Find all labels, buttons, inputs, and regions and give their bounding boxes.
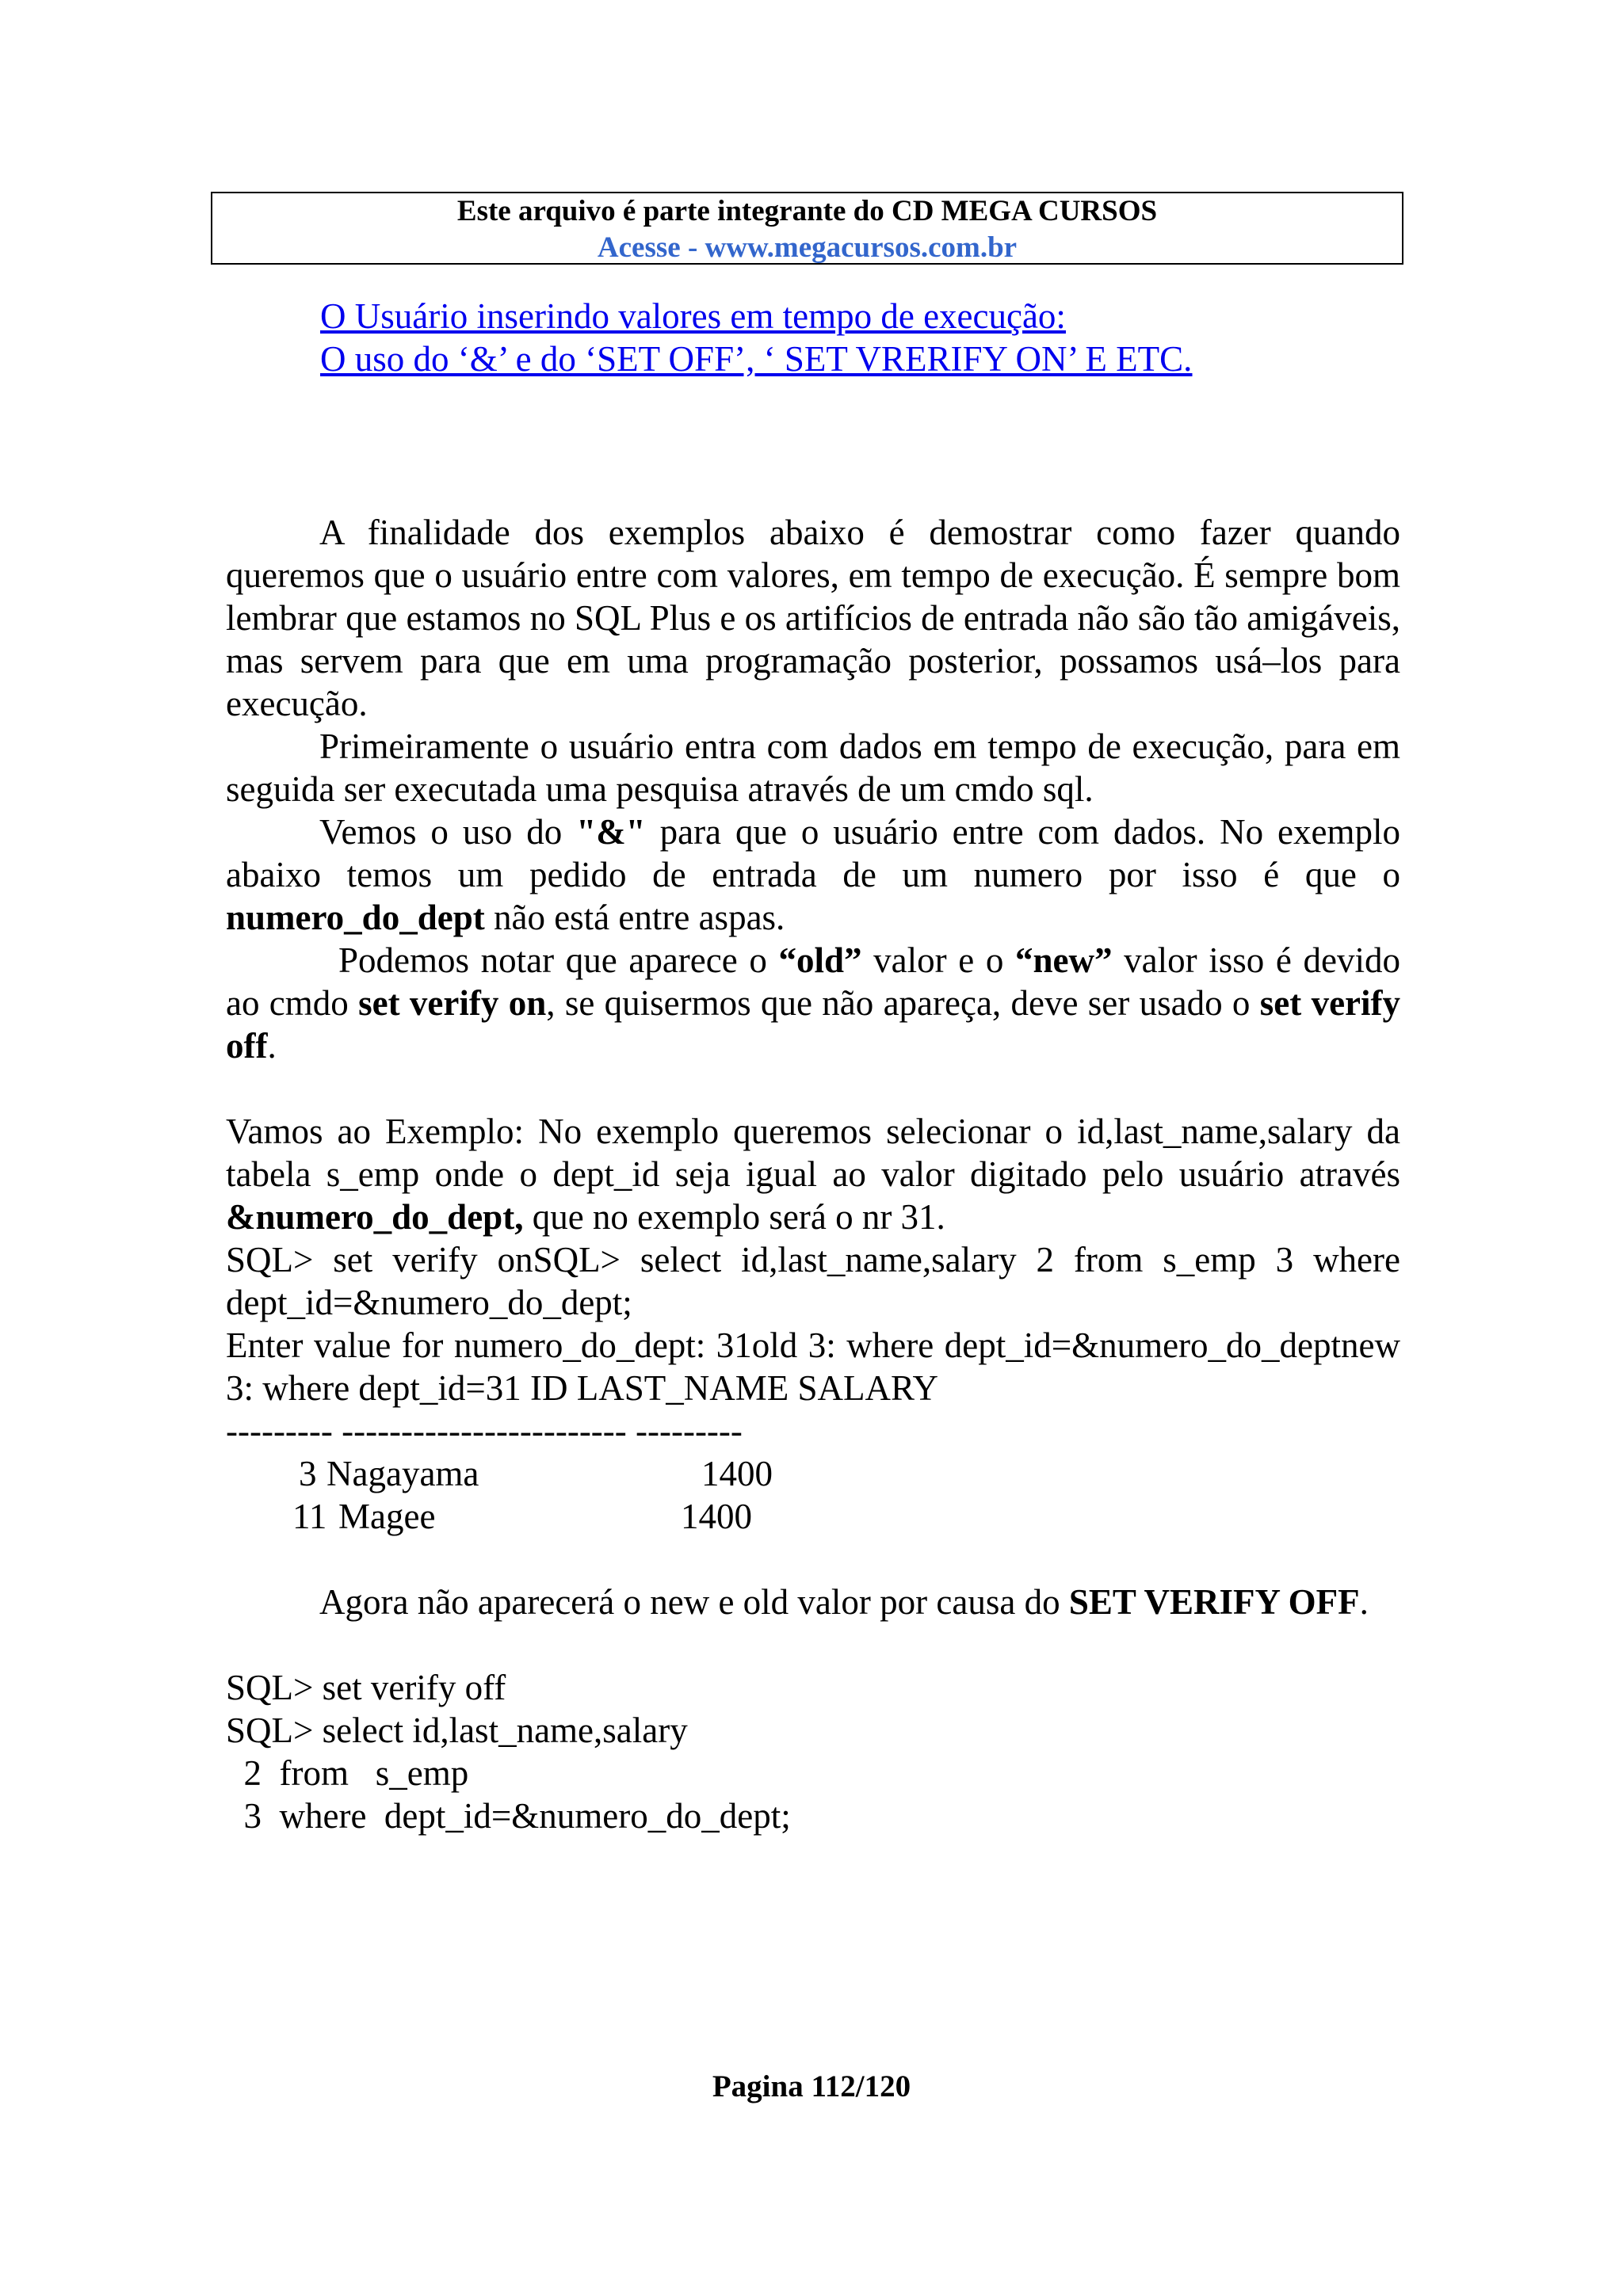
header-title: Este arquivo é parte integrante do CD MEGA CURSOS [456, 195, 1158, 227]
paragraph-verify-off: Agora não aparecerá o new e old valor por causa do SET VERIFY OFF. [319, 1582, 1369, 1622]
table-row: 11 Magee 1400 [292, 1497, 752, 1536]
table-row: 3 Nagayama 1400 [299, 1454, 773, 1493]
code-line: SQL> select id,last_name,salary [226, 1711, 688, 1750]
sql-verify-on: SQL> set verify onSQL> select id,last_name,salary 2 from s_emp 3 where dept_id=&numero_do_dept; [226, 1240, 1400, 1322]
header-website: Acesse - www.megacursos.com.br [597, 231, 1018, 264]
paragraph-old-new: Podemos notar que aparece o “old” valor e o “new” valor isso é devido ao cmdo set verify on, se quisermos que não apareça, deve ser usado o set verify off. [226, 940, 1401, 1066]
paragraph-ampersand: Vemos o uso do "&" para que o usuário entre com dados. No exemplo abaixo temos um pedido de entrada de um numero por isso é que o numero_do_dept não está entre aspas. [226, 812, 1400, 937]
title-line-1[interactable]: O Usuário inserindo valores em tempo de execução: [320, 296, 1066, 336]
result-separator: --------- ------------------------ --------- [226, 1411, 743, 1451]
page-number: Pagina 112/120 [712, 2069, 911, 2103]
code-line: 2 from s_emp [226, 1753, 469, 1793]
title-line-2[interactable]: O uso do ‘&’ e do ‘SET OFF’, ‘ SET VRERIFY ON’ E ETC. [320, 339, 1193, 379]
paragraph-first: Primeiramente o usuário entra com dados em tempo de execução, para em seguida ser executada uma pesquisa através de um cmdo sql. [226, 727, 1400, 809]
code-line: SQL> set verify off [226, 1668, 506, 1707]
document-body [226, 511, 1400, 1837]
paragraph-example: Vamos ao Exemplo: No exemplo queremos selecionar o id,last_name,salary da tabela s_emp onde o dept_id seja igual ao valor digitado pelo usuário através &numero_do_dept, que no exemplo será o nr 31. [226, 1112, 1400, 1237]
paragraph-intro: A finalidade dos exemplos abaixo é demostrar como fazer quando queremos que o usuário entre com valores, em tempo de execução. É sempre bom lembrar que estamos no SQL Plus e os artifícios de entrada não são tão amigáveis, mas servem para que em uma programação posterior, possamos usá–los para execução. [226, 513, 1400, 723]
code-line: 3 where dept_id=&numero_do_dept; [226, 1796, 791, 1836]
sql-output: Enter value for numero_do_dept: 31old 3: where dept_id=&numero_do_deptnew 3: where dept_id=31 ID LAST_NAME SALARY [226, 1325, 1400, 1408]
section-title [320, 295, 1469, 380]
header-box [211, 192, 1403, 265]
